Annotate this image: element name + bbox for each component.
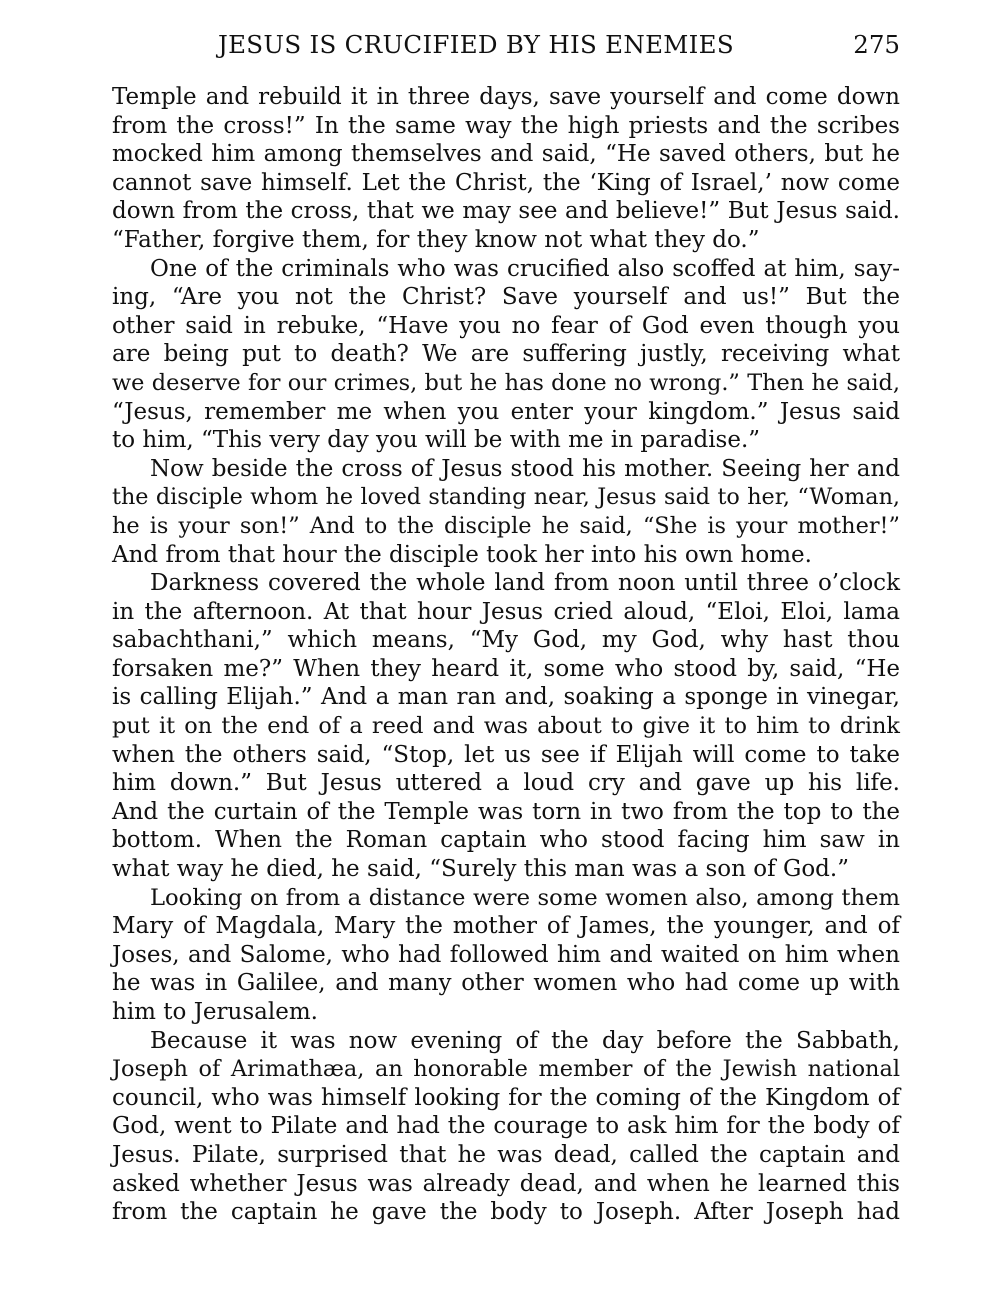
text-line: Mary of Magdala, Mary the mother of James, the younger, and of xyxy=(112,913,900,940)
text-line: Joses, and Salome, who had followed him and waited on him when xyxy=(112,941,900,968)
text-line: other said in rebuke, “Have you no fear of God even though you xyxy=(112,312,900,339)
text-line: cannot save himself. Let the Christ, the ‘King of Israel,’ now come xyxy=(112,169,900,196)
text-line: are being put to death? We are suffering justly, receiving what xyxy=(112,341,900,368)
body-text xyxy=(112,83,900,1227)
text-line: in the afternoon. At that hour Jesus cried aloud, “Eloi, Eloi, lama xyxy=(112,598,900,625)
text-line: Jesus. Pilate, surprised that he was dead, called the captain and xyxy=(112,1141,900,1168)
text-line: council, who was himself looking for the coming of the Kingdom of xyxy=(112,1084,900,1111)
text-line: One of the criminals who was crucified also scoffed at him, say- xyxy=(150,255,900,282)
text-line: him down.” But Jesus uttered a loud cry and gave up his life. xyxy=(112,770,900,797)
text-line: from the cross!” In the same way the high priests and the scribes xyxy=(112,112,900,139)
running-head xyxy=(112,27,900,63)
text-line: God, went to Pilate and had the courage to ask him for the body of xyxy=(112,1113,900,1140)
text-line: bottom. When the Roman captain who stood facing him saw in xyxy=(112,827,900,854)
page-number: 275 xyxy=(853,30,900,59)
text-line: ing, “Are you not the Christ? Save yourself and us!” But the xyxy=(112,284,900,311)
text-line: put it on the end of a reed and was about to give it to him to drink xyxy=(112,713,900,740)
chapter-title: JESUS IS CRUCIFIED BY HIS ENEMIES xyxy=(218,30,734,59)
text-line: what way he died, he said, “Surely this man was a son of God.” xyxy=(112,856,849,883)
text-line: Looking on from a distance were some women also, among them xyxy=(150,884,900,911)
text-line: forsaken me?” When they heard it, some who stood by, said, “He xyxy=(112,655,900,682)
text-line: Temple and rebuild it in three days, save yourself and come down xyxy=(112,84,900,110)
text-line: mocked him among themselves and said, “He saved others, but he xyxy=(112,141,900,168)
text-line: we deserve for our crimes, but he has done no wrong.” Then he said, xyxy=(112,369,900,396)
text-line: Joseph of Arimathæa, an honorable member of the Jewish national xyxy=(112,1056,900,1083)
text-line: “Father, forgive them, for they know not what they do.” xyxy=(112,226,760,253)
text-line: is calling Elijah.” And a man ran and, soaking a sponge in vinegar, xyxy=(112,684,900,711)
text-line: Darkness covered the whole land from noon until three o’clock xyxy=(150,570,900,597)
text-line: down from the cross, that we may see and believe!” But Jesus said. xyxy=(112,198,900,225)
text-line: to him, “This very day you will be with me in paradise.” xyxy=(112,427,761,454)
text-line: he was in Galilee, and many other women who had come up with xyxy=(112,970,900,997)
text-line: he is your son!” And to the disciple he said, “She is your mother!” xyxy=(112,512,900,539)
text-line: sabachthani,” which means, “My God, my God, why hast thou xyxy=(112,627,900,654)
text-line: Now beside the cross of Jesus stood his mother. Seeing her and xyxy=(150,455,900,482)
text-line: from the captain he gave the body to Joseph. After Joseph had xyxy=(112,1199,900,1226)
text-line: And the curtain of the Temple was torn in two from the top to the xyxy=(112,798,900,825)
text-line: Because it was now evening of the day before the Sabbath, xyxy=(150,1027,900,1054)
text-line: the disciple whom he loved standing near, Jesus said to her, “Woman, xyxy=(112,484,900,511)
text-line: asked whether Jesus was already dead, and when he learned this xyxy=(112,1170,900,1197)
text-line: And from that hour the disciple took her into his own home. xyxy=(112,541,812,568)
text-line: when the others said, “Stop, let us see if Elijah will come to take xyxy=(112,741,900,768)
text-line: him to Jerusalem. xyxy=(112,999,318,1025)
text-line: “Jesus, remember me when you enter your kingdom.” Jesus said xyxy=(112,398,900,425)
